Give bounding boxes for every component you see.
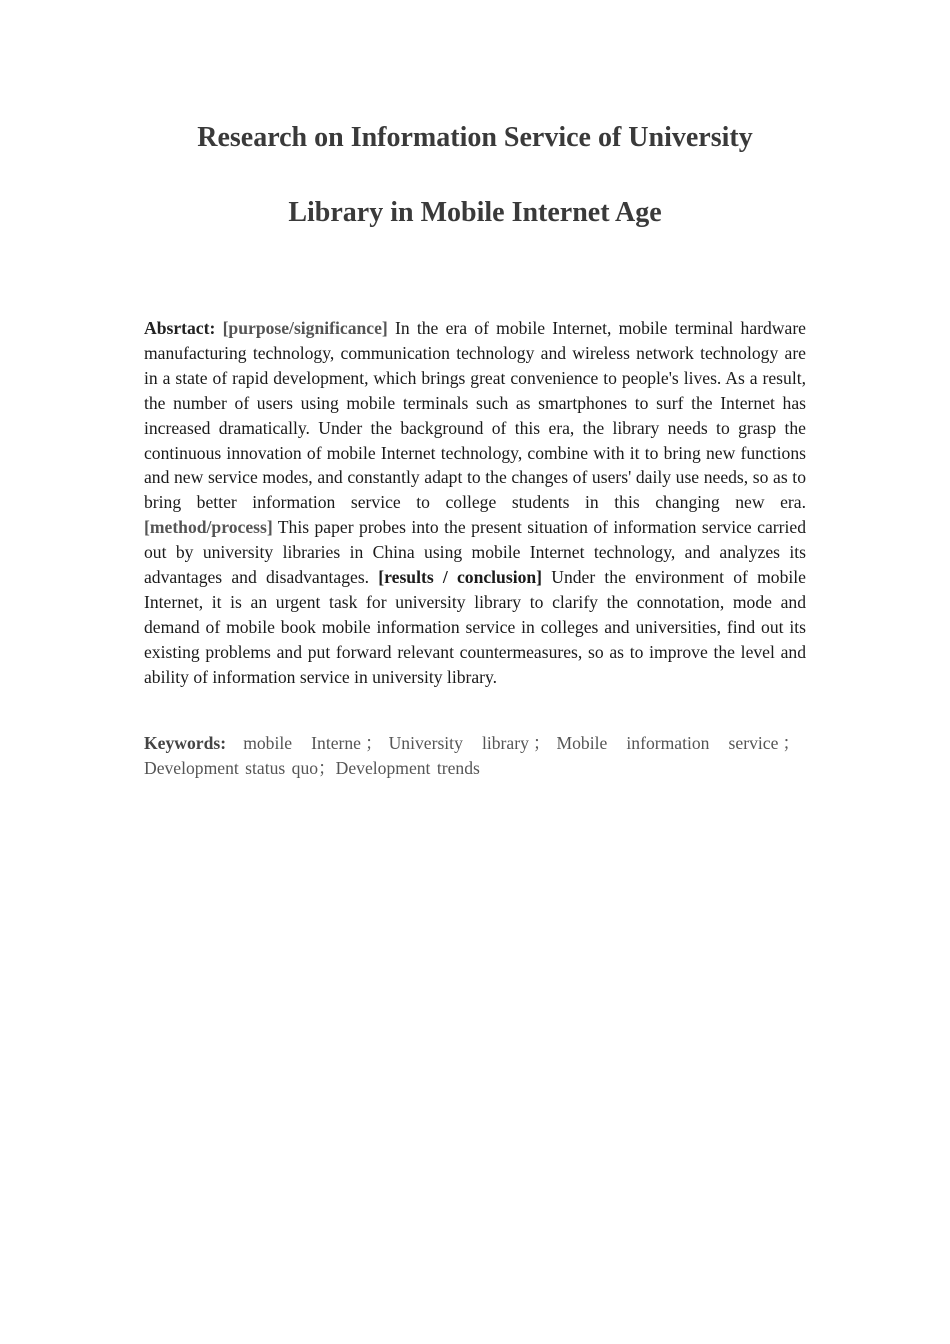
title-line-1: Research on Information Service of University <box>197 122 753 153</box>
keyword-separator: ； <box>782 733 800 753</box>
paper-title <box>0 118 950 233</box>
keyword-item: Mobile information service <box>556 733 779 753</box>
keyword-separator: ； <box>318 757 336 778</box>
abstract-label: Absrtact: <box>144 318 216 338</box>
keyword-item: Development status quo <box>144 757 319 778</box>
keywords-paragraph <box>144 731 806 781</box>
method-text: This paper probes into the present situation of information service carried out by university libraries in China using mobile Internet technology, and analyzes its advantages and disadvantages. <box>144 517 806 588</box>
abstract-paragraph <box>144 316 806 690</box>
title-line-2: Library in Mobile Internet Age <box>288 197 662 228</box>
keyword-item: mobile Interne <box>243 733 361 753</box>
keyword-item: University library <box>388 733 529 753</box>
results-tag: [results / conclusion] <box>378 567 543 588</box>
keywords-label: Keywords: <box>144 733 227 753</box>
keyword-item: Development trends <box>335 757 480 778</box>
method-tag: [method/process] <box>144 517 273 538</box>
keyword-separator: ； <box>532 733 551 753</box>
keyword-separator: ； <box>364 733 383 753</box>
purpose-tag: [purpose/significance] <box>222 318 388 338</box>
purpose-text: In the era of mobile Internet, mobile terminal hardware manufacturing technology, communication technology and wireless network technology are in a state of rapid development, which brings great convenience to people's lives. As a result, the number of users using mobile terminals such as smartphones to surf the Internet has increased dramatically. Under the background of this era, the library needs to grasp the continuous innovation of mobile Internet technology, combine with it to bring new functions and new service modes, and constantly adapt to the changes of users' daily use needs, so as to bring better information service to college students in this changing new era. <box>144 318 806 513</box>
results-text: Under the environment of mobile Internet, it is an urgent task for university library to clarify the connotation, mode and demand of mobile book mobile information service in colleges and universities, find out its existing problems and put forward relevant countermeasures, so as to improve the level and ability of information service in university library. <box>144 567 806 687</box>
